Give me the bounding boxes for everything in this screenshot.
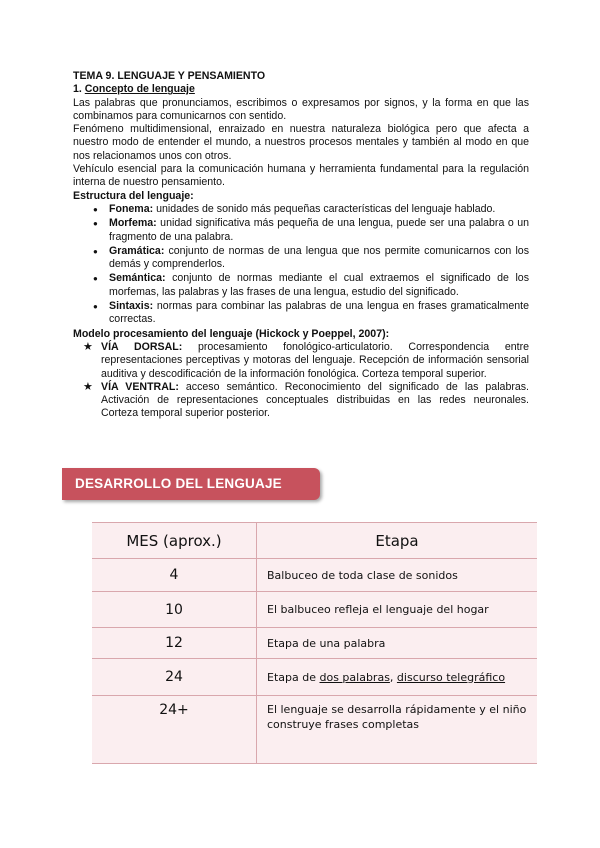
column-header-month: MES (aprox.): [92, 523, 257, 559]
column-header-stage: Etapa: [257, 523, 538, 559]
table-row: 24 Etapa de dos palabras, discurso telegráfico: [92, 659, 537, 696]
banner-title: DESARROLLO DEL LENGUAJE: [75, 476, 282, 491]
structure-list: [73, 203, 529, 327]
model-heading: Modelo procesamiento del lenguaje (Hickock y Poeppel, 2007):: [73, 327, 390, 340]
paragraph-vehicle: Vehículo esencial para la comunicación humana y herramienta fundamental para la regulación interna de nuestro pensamiento.: [73, 163, 529, 189]
document-page: [73, 70, 529, 421]
section-number: 1.: [73, 83, 85, 96]
figure-banner: [62, 468, 320, 500]
structure-heading: Estructura del lenguaje:: [73, 189, 194, 202]
paragraph-definition: Las palabras que pronunciamos, escribimos o expresamos por signos, y la forma en que las combinamos para comunicarnos con sentido.: [73, 96, 529, 122]
table-row: 12 Etapa de una palabra: [92, 628, 537, 659]
section-title: Concepto de lenguaje: [84, 83, 195, 96]
table-row: 24+ El lenguaje se desarrolla rápidamente y el niño construye frases completas: [92, 696, 537, 764]
model-list: [73, 341, 529, 421]
development-figure: [62, 468, 537, 743]
list-item: ★ VÍA DORSAL: procesamiento fonológico-articulatorio. Correspondencia entre representaciones perceptivas y motoras del lenguaje. Recepción de información sensorial auditiva y descodificación de la información fonológica. Corteza temporal superior.: [83, 340, 529, 380]
table-row: 4 Balbuceo de toda clase de sonidos: [92, 559, 537, 592]
list-item: ● Morfema: unidad significativa más pequeña de una lengua, puede ser una palabra o un fragmento de una palabra.: [73, 217, 529, 244]
section-heading: [73, 83, 529, 96]
paragraph-phenomenon: Fenómeno multidimensional, enraizado en nuestra naturaleza biológica pero que afecta a nuestro modo de entender el mundo, a nuestros procesos mentales y también al modo en que nos relacionamos unos con otros.: [73, 123, 529, 162]
list-item: ● Sintaxis: normas para combinar las palabras de una lengua en frases gramaticalmente correctas.: [73, 300, 529, 327]
star-icon: ★: [83, 380, 93, 393]
development-table: [92, 522, 537, 764]
document-title: TEMA 9. LENGUAJE Y PENSAMIENTO: [73, 70, 266, 82]
list-item: ● Semántica: conjunto de normas mediante el cual extraemos el significado de los morfemas, las palabras y las frases de una lengua, estudio del significado.: [73, 272, 529, 299]
list-item: ● Gramática: conjunto de normas de una lengua que nos permite comunicarnos con los demás y comprenderlos.: [73, 245, 529, 272]
table-row: 10 El balbuceo refleja el lenguaje del hogar: [92, 592, 537, 628]
list-item: ★ VÍA VENTRAL: acceso semántico. Reconocimiento del significado de las palabras. Activación de representaciones conceptuales distribuidas en las redes neuronales. Corteza temporal superior posterior.: [83, 380, 529, 420]
list-item: ● Fonema: unidades de sonido más pequeñas características del lenguaje hablado.: [73, 203, 529, 216]
star-icon: ★: [83, 340, 93, 353]
